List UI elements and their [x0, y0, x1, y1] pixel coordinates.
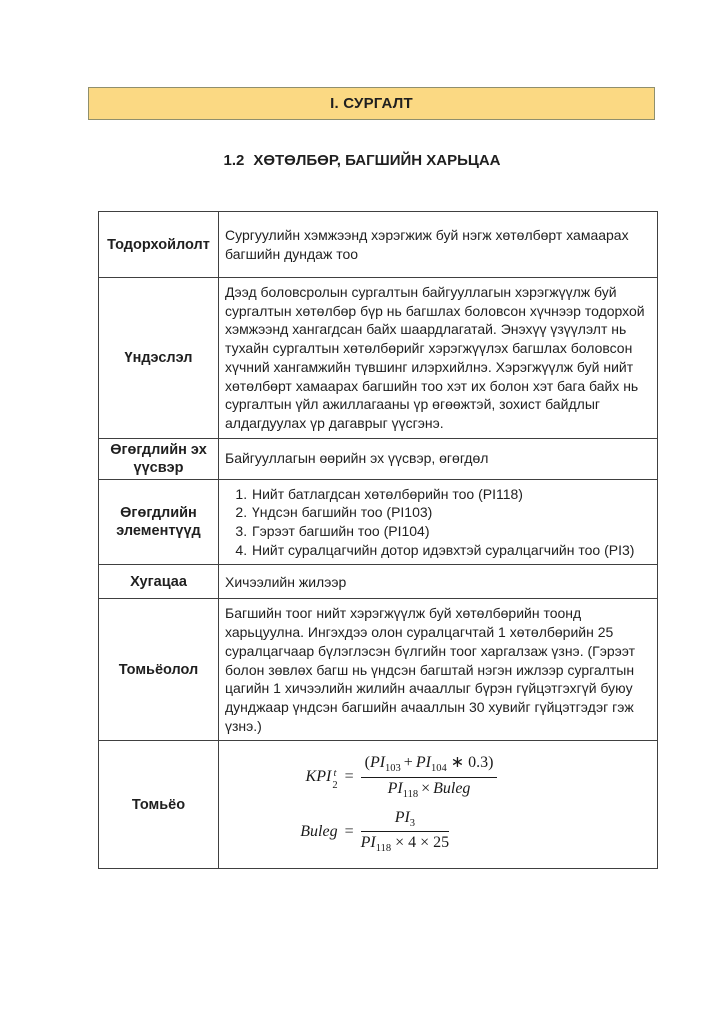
- equals-sign: =: [344, 822, 354, 840]
- row-label-method: Томьёолол: [99, 599, 219, 741]
- formula-buleg: [280, 809, 498, 855]
- kpi-sub-sup: t 2: [332, 768, 338, 791]
- fraction-denominator: $PI_{118}$ × Buleg: [387, 780, 471, 801]
- list-item: 2. Үндсэн багшийн тоо (PI103): [251, 503, 648, 522]
- formula-kpi-lhs: KPI t 2: [305, 768, 338, 791]
- fraction-numerator: ($PI_{103} + PI_{104}$ ∗ 0.3): [361, 754, 498, 778]
- list-item: 4. Нийт суралцагчийн дотор идэвхтэй суралцагчийн тоо (PI3): [251, 541, 648, 560]
- equals-sign: =: [344, 768, 354, 786]
- page-title-number: 1.2: [223, 152, 245, 169]
- table-row-period: [99, 565, 658, 599]
- indicator-table: [98, 211, 658, 869]
- row-content-definition: Сургуулийн хэмжээнд хэрэгжиж буй нэгж хөтөлбөрт хамаарах багшийн дундаж тоо: [219, 212, 658, 278]
- table-row-data-source: [99, 438, 658, 479]
- data-elements-list: [225, 485, 648, 560]
- formula-kpi: [280, 754, 498, 800]
- row-label-data-elements: Өгөгдлийн элементүүд: [99, 479, 219, 565]
- page-title-text: ХӨТӨЛБӨР, БАГШИЙН ХАРЬЦАА: [253, 152, 501, 169]
- formula-buleg-fraction: [361, 809, 450, 855]
- formula-buleg-lhs: Buleg: [300, 822, 338, 840]
- row-content-formula: [219, 741, 658, 869]
- row-label-period: Хугацаа: [99, 565, 219, 599]
- table-row-data-elements: [99, 479, 658, 565]
- section-banner: [88, 87, 655, 120]
- fraction-denominator: $PI_{118} \times 4 \times 25$: [360, 834, 450, 855]
- table-row-rationale: [99, 278, 658, 439]
- row-content-rationale: Дээд боловсролын сургалтын байгууллагын хэрэгжүүлж буй сургалтын хөтөлбөр бүр нь багшлах боловсон хүчнээр тодорхой хэмжээнд хангагдсан байх шаардлагатай. Энэхүү үзүүлэлт нь тухайн сургалтын хөтөлбөрийг хэрэгжүүлэх багшлах боловсон хүчний хангамжийн түвшинг илэрхийлнэ. Хэрэгжүүлж буй нийт хөтөлбөрт хамаарах багшийн тоо хэт их болон хэт бага байх нь сургалтын үйл ажиллагааны үр өгөөжтэй, зохист байдлыг алдагдуулах үр дагаврыг үүсгэнэ.: [219, 278, 658, 439]
- list-item: 1. Нийт батлагдсан хөтөлбөрийн тоо (PI118): [251, 485, 648, 504]
- row-label-formula: Томьёо: [99, 741, 219, 869]
- table-row-method: [99, 599, 658, 741]
- row-label-definition: Тодорхойлолт: [99, 212, 219, 278]
- row-content-method: Багшийн тоог нийт хэрэгжүүлж буй хөтөлбөрийн тоонд харьцуулна. Ингэхдээ олон суралцагчтай 1 хөтөлбөрийн 25 суралцагчаар бүлэглэсэн бүлгийн тоог харгалзаж үзнэ. (Гэрээт болон зөвлөх багш нь үндсэн багштай нэгэн ижлээр сургалтын цагийн 1 хичээлийн жилийн ачааллыг бүрэн гүйцэтгэхгүй буюу дунджаар үндсэн багшийн ачааллын 30 хувийг гүйцэтгэдэг гэж үзнэ.): [219, 599, 658, 741]
- fraction-numerator: $PI_3$: [361, 809, 450, 833]
- page-title: [0, 152, 724, 169]
- row-content-data-source: Байгууллагын өөрийн эх үүсвэр, өгөгдөл: [219, 438, 658, 479]
- row-content-period: Хичээлийн жилээр: [219, 565, 658, 599]
- list-item: 3. Гэрээт багшийн тоо (PI104): [251, 522, 648, 541]
- section-banner-title: I. СУРГАЛТ: [330, 95, 413, 112]
- row-content-data-elements: [219, 479, 658, 565]
- table-row-formula: [99, 741, 658, 869]
- formula-kpi-fraction: [361, 754, 498, 800]
- formula-block: [280, 746, 498, 863]
- table-row-definition: [99, 212, 658, 278]
- row-label-data-source: Өгөгдлийн эх үүсвэр: [99, 438, 219, 479]
- row-label-rationale: Үндэслэл: [99, 278, 219, 439]
